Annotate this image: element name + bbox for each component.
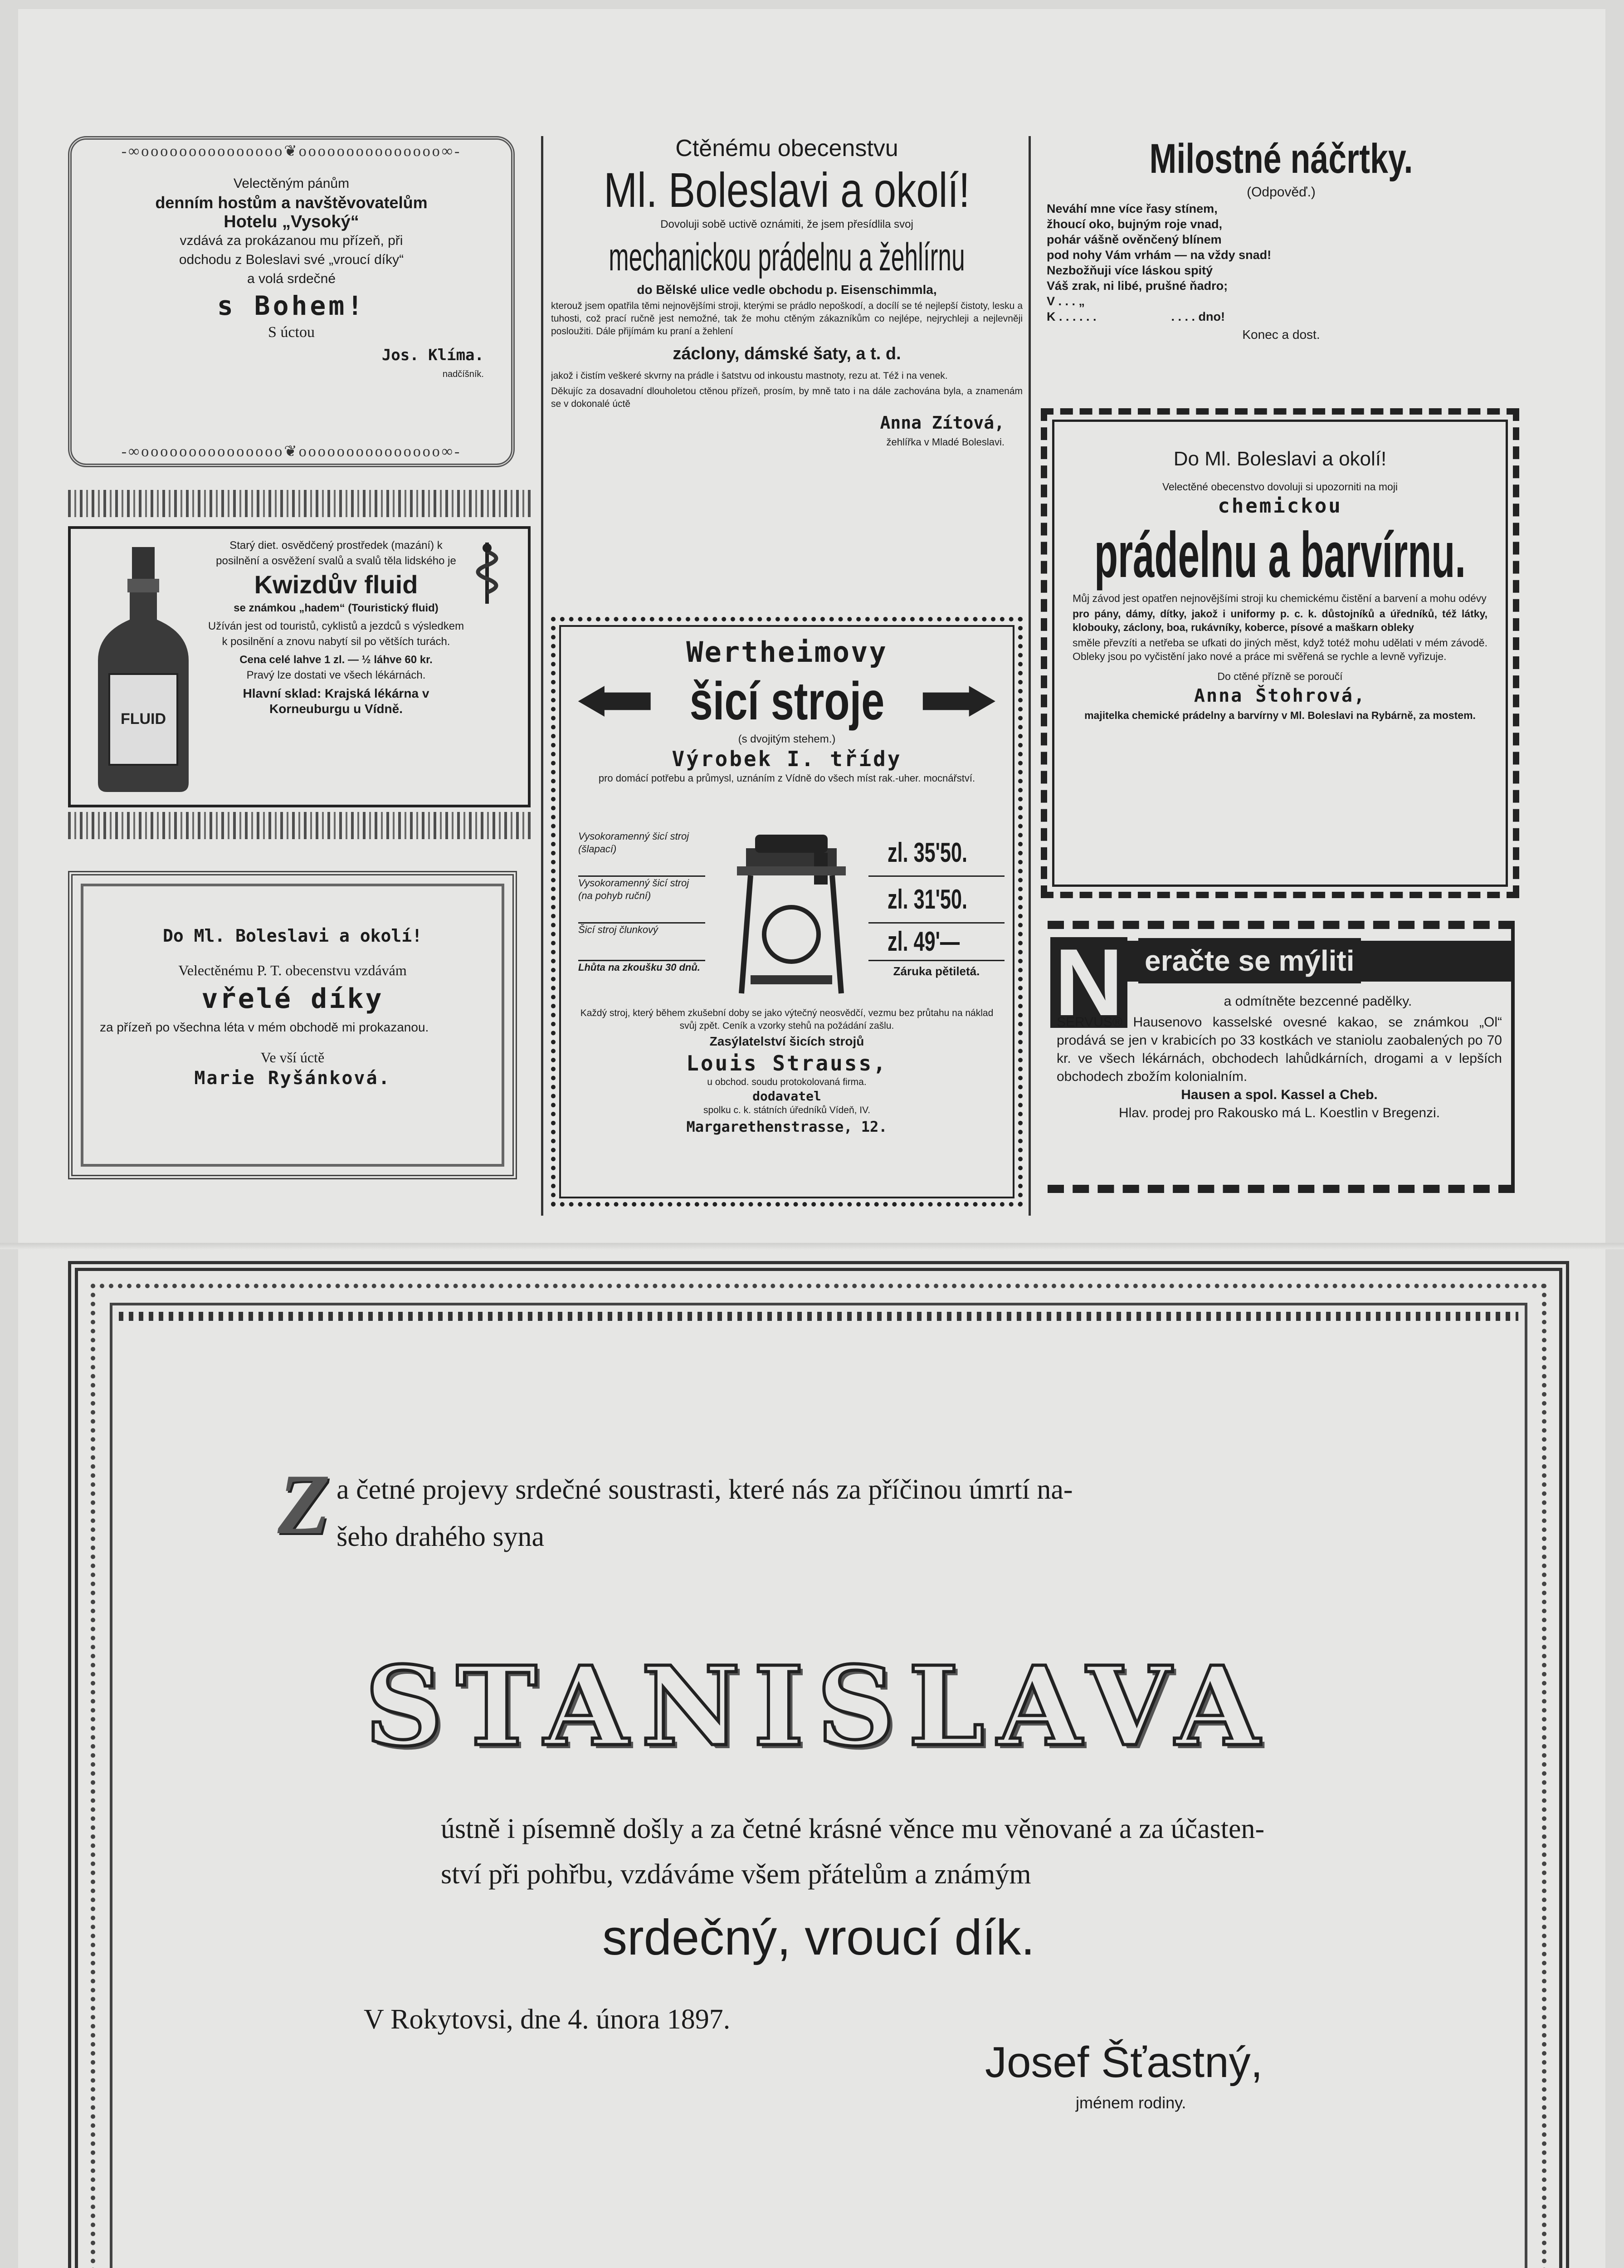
zitova-line1: Ctěnému obecenstvu: [675, 135, 898, 161]
zitova-body2: jakož i čistím veškeré skvrny na prádle i šatstvu od inkoustu mastnoty, rezu at. Též i na venek.: [551, 371, 948, 381]
rysankova-signature: Marie Ryšánková.: [194, 1068, 391, 1089]
zitova-location: do Bělské ulice vedle obchodu p. Eisenschimmla,: [637, 283, 937, 297]
pointing-hand-right-icon: [921, 679, 1000, 724]
wertheim-company-label: Zasýlatelství šicích strojů: [709, 1034, 864, 1048]
wertheim-company-note: u obchod. soudu protokolovaná firma.: [707, 1077, 867, 1087]
poem-line: Váš zrak, ni libé, prušné ňadro;: [1047, 279, 1228, 293]
wertheim-headline: šicí stroje: [689, 671, 884, 731]
poem-title: Milostné náčrtky.: [1149, 136, 1413, 182]
ad-servus-cacao: [1048, 921, 1515, 1193]
poem-line: V . . . „: [1047, 294, 1085, 308]
kwizda-availability: Pravý lze dostati ve všech lékárnách.: [246, 669, 426, 681]
stohrova-signature-note: majitelka chemické prádelny a barvírny v Ml. Boleslavi na Rybárně, za mostem.: [1084, 709, 1476, 721]
ad-hotel-vysoky: [68, 136, 515, 467]
ad-stohrova: [1041, 408, 1519, 898]
kwizda-body: Užíván jest od touristů, cyklistů a jezdců s výsledkem k posilnění a znovu nabytí sil po větších turách.: [208, 620, 464, 648]
wertheim-company: Louis Strauss,: [686, 1051, 888, 1075]
stohrova-line1: Velectěné obecenstvo dovoluji si upozorniti na moji: [1162, 481, 1398, 493]
notice-intro-line2: šeho drahého syna: [337, 1521, 545, 1552]
model-row: [578, 924, 705, 961]
poem-line: Nezbožňuji více láskou spitý: [1047, 264, 1213, 277]
ornament-strip-2: [68, 812, 531, 839]
kwizda-subtitle: se známkou „hadem“ (Touristický fluid): [234, 602, 439, 614]
wertheim-address: Margarethenstrasse, 12.: [686, 1118, 888, 1135]
servus-company: Hausen a spol. Kassel a Cheb.: [1181, 1087, 1378, 1102]
ad-zitova: [551, 134, 1023, 596]
stohrova-heading: Do Ml. Boleslavi a okolí!: [1173, 448, 1387, 470]
model-name: Šicí stroj člunkový: [578, 924, 658, 935]
hotel-line1: Velectěným pánům: [233, 176, 350, 191]
hotel-signature: Jos. Klíma.: [381, 346, 484, 364]
rysankova-line2: za přízeň po všechna léta v mém obchodě mi prokazanou.: [100, 1020, 429, 1034]
poem-footer: Konec a dost.: [1242, 327, 1320, 342]
wertheim-note1: (s dvojitým stehem.): [738, 733, 836, 745]
wertheim-body: Každý stroj, který během zkušební doby se jako výtečný neosvědčí, vezmu bez průtahu na náklad svůj zpět. Ceník a vzorky stehů na požádání zašlu.: [580, 1008, 994, 1031]
sewing-machine-illustration: [723, 830, 859, 1002]
poem-subtitle: (Odpověď.): [1247, 185, 1316, 200]
hotel-line5: odchodu z Boleslavi své „vroucí díky“: [179, 252, 404, 267]
wertheim-quality: Výrobek I. třídy: [672, 747, 902, 771]
poem-line: pohár vášně ověnčený blínem: [1047, 233, 1222, 246]
zitova-business: mechanickou prádelnu a žehlírnu: [609, 235, 965, 279]
zitova-body3: Děkujíc za dosavadní dlouholetou ctěnou přízeň, prosím, by mně tato i na dále zachována byla, a znamenám se v dokonalé úctě: [551, 386, 1023, 409]
servus-line1: a odmítněte bezcenné padělky.: [1224, 994, 1412, 1009]
model-row: [578, 877, 705, 924]
servus-initial: N: [1050, 937, 1127, 1028]
servus-headline: eračte se mýliti: [1138, 938, 1361, 983]
notice-place-date: V Rokytovsi, dne 4. února 1897.: [364, 2004, 731, 2035]
ornament-top: -∞ooooooooooooooo❦ooooooooooooooo∞-: [121, 143, 462, 160]
model-name: Vysokoramenný šicí stroj (šlapací): [578, 831, 689, 855]
notice-signature: Josef Šťastný,: [985, 2038, 1263, 2087]
servus-body: SERVUS® Hausenovo kasselské ovesné kakao, se známkou „Ol“ prodává se jen v krabicích po 33 kostkách ve staniolu zaobalených po 70 kr. ve všech lékárnách, obchodech lahůdkárních, drogami a v lepších obchodech zbožím kolonialním.: [1057, 1015, 1502, 1084]
wertheim-note2: pro domácí potřebu a průmysl, uznáním z Vídně do všech míst rak.-uher. mocnářství.: [598, 772, 975, 784]
snake-staff-icon: [460, 538, 514, 606]
zitova-signature: Anna Zítová,: [880, 413, 1005, 433]
model-name: Vysokoramenný šicí stroj (na pohyb ruční): [578, 877, 689, 901]
rysankova-heading: Do Ml. Boleslavi a okolí!: [163, 926, 422, 946]
bottle-illustration: [84, 543, 202, 797]
page-fold: [0, 1243, 1624, 1249]
ad-wertheim: [551, 617, 1023, 1207]
mourning-notice: [68, 1261, 1569, 2268]
kwizda-depot: Hlavní sklad: Krajská lékárna v Korneuburgu u Vídně.: [243, 686, 429, 716]
poem-line: žhoucí oko, bujným roje vnad,: [1047, 217, 1223, 231]
stohrova-headline: prádelnu a barvírnu.: [1094, 519, 1466, 591]
hotel-line4: vzdává za prokázanou mu přízeň, při: [180, 233, 403, 248]
rysankova-closing: Ve vší úctě: [260, 1049, 325, 1066]
notice-intro-text: a četné projevy srdečné soustrasti, které nás za příčinou úmrtí na-: [337, 1474, 1073, 1505]
hotel-line6: a volá srdečné: [247, 271, 336, 286]
notice-initial: Z: [278, 1457, 331, 1552]
pointing-hand-left-icon: [574, 679, 653, 724]
kwizda-title: Kwizdův fluid: [254, 570, 418, 599]
bottle-label-text: FLUID: [120, 710, 166, 728]
ad-rysankova: [68, 871, 517, 1179]
zitova-items: záclony, dámské šaty, a t. d.: [673, 344, 901, 363]
stohrova-body3: směle převzíti a netřeba se ufkati do jiných měst, když totéž mohu udělati v mém závodě. Obleky jsou po vyčistění jako nové a práce mi svěřená se rychle a levně vyřizuje.: [1073, 637, 1487, 662]
zitova-line2: Dovoluji sobě uctivě oznámiti, že jsem přesídlila svoj: [660, 218, 913, 230]
ornament-strip-1: [68, 490, 531, 517]
ad-poem: [1043, 134, 1519, 392]
wertheim-trial: Lhůta na zkoušku 30 dnů.: [578, 962, 700, 973]
stohrova-body: Můj závod jest opatřen nejnovějšími stroji ku chemickému čistění a barvení a mohu odévy: [1073, 592, 1487, 604]
wertheim-supplier-title: dodavatel: [752, 1089, 821, 1104]
trial-row: [578, 961, 705, 997]
notice-body2: ství při pohřbu, vzdáváme všem přátelům a známým: [441, 1859, 1031, 1890]
notice-thanks: srdečný, vroucí dík.: [602, 1910, 1035, 1965]
hotel-greeting: s Bohem!: [217, 290, 366, 321]
ad-kwizda-fluid: [68, 526, 531, 807]
model-price: zl. 49'—: [888, 926, 960, 957]
wertheim-supplier: spolku c. k. státních úředníků Vídeň, IV.: [703, 1105, 871, 1115]
model-price: zl. 31'50.: [888, 884, 967, 914]
stohrova-line2: chemickou: [1218, 494, 1342, 518]
column-rule-left: [541, 136, 543, 1216]
wertheim-warranty: Záruka pětiletá.: [893, 964, 980, 978]
stohrova-signature: Anna Štohrová,: [1194, 685, 1366, 706]
zitova-body: kterouž jsem opatřila těmi nejnovějšími stroji, kterými se prádlo nepoškodí, a docílí se té nejlepší čistoty, lesku a tuhosti, což prací ručně jest nemožné, tak že mohu ctěným zákazníkům co nejlépe, nejrychleji a nejlevněji posloužiti. Dále přijímám ku praní a žehlení: [551, 301, 1023, 337]
poem-line: Neváhí mne více řasy stínem,: [1047, 202, 1218, 215]
notice-signature-note: jménem rodiny.: [1076, 2093, 1186, 2112]
poem-line: K . . . . . . . . . . dno!: [1047, 310, 1225, 323]
zitova-signature-note: žehlířka v Mladé Boleslavi.: [886, 436, 1005, 448]
notice-name: STANISLAVA: [365, 1642, 1273, 1770]
rysankova-thanks: vřelé díky: [201, 983, 384, 1015]
rysankova-line1: Velectěnému P. T. obecenstvu vzdávám: [178, 962, 407, 978]
hotel-line2: denním hostům a navštěvovatelům: [155, 193, 428, 212]
ornament-bottom: -∞ooooooooooooooo❦ooooooooooooooo∞-: [121, 443, 462, 460]
kwizda-intro: Starý diet. osvědčený prostředek (mazání) k posilnění a osvěžení svalů a svalů těla lidského je: [216, 539, 456, 567]
wertheim-brand: Wertheimovy: [686, 635, 888, 669]
model-row: [578, 830, 705, 877]
stohrova-body2: pro pány, dámy, dítky, jakož i uniformy p. c. k. důstojníků a úředníků, též látky, klobouky, záclony, boa, rukávníky, koberce, písové a maškarn obleky: [1073, 608, 1487, 633]
hotel-closing: S úctou: [268, 324, 315, 341]
hotel-name: Hotelu „Vysoký“: [224, 212, 359, 231]
stohrova-closing: Do ctěné přízně se poroučí: [1217, 670, 1343, 682]
column-rule-right: [1029, 136, 1031, 1216]
kwizda-price: Cena celé lahve 1 zl. — ½ láhve 60 kr.: [239, 654, 433, 666]
model-price: zl. 35'50.: [888, 837, 967, 868]
servus-footer: Hlav. prodej pro Rakousko má L. Koestlin v Bregenzi.: [1118, 1105, 1440, 1120]
poem-line: pod nohy Vám vrhám — na vždy snad!: [1047, 248, 1272, 262]
hotel-signature-note: nadčíšník.: [442, 369, 484, 379]
notice-body1: ústně i písemně došly a za četné krásné věnce mu věnované a za účasten-: [441, 1813, 1265, 1844]
zitova-headline: Ml. Boleslavi a okolí!: [604, 162, 970, 217]
